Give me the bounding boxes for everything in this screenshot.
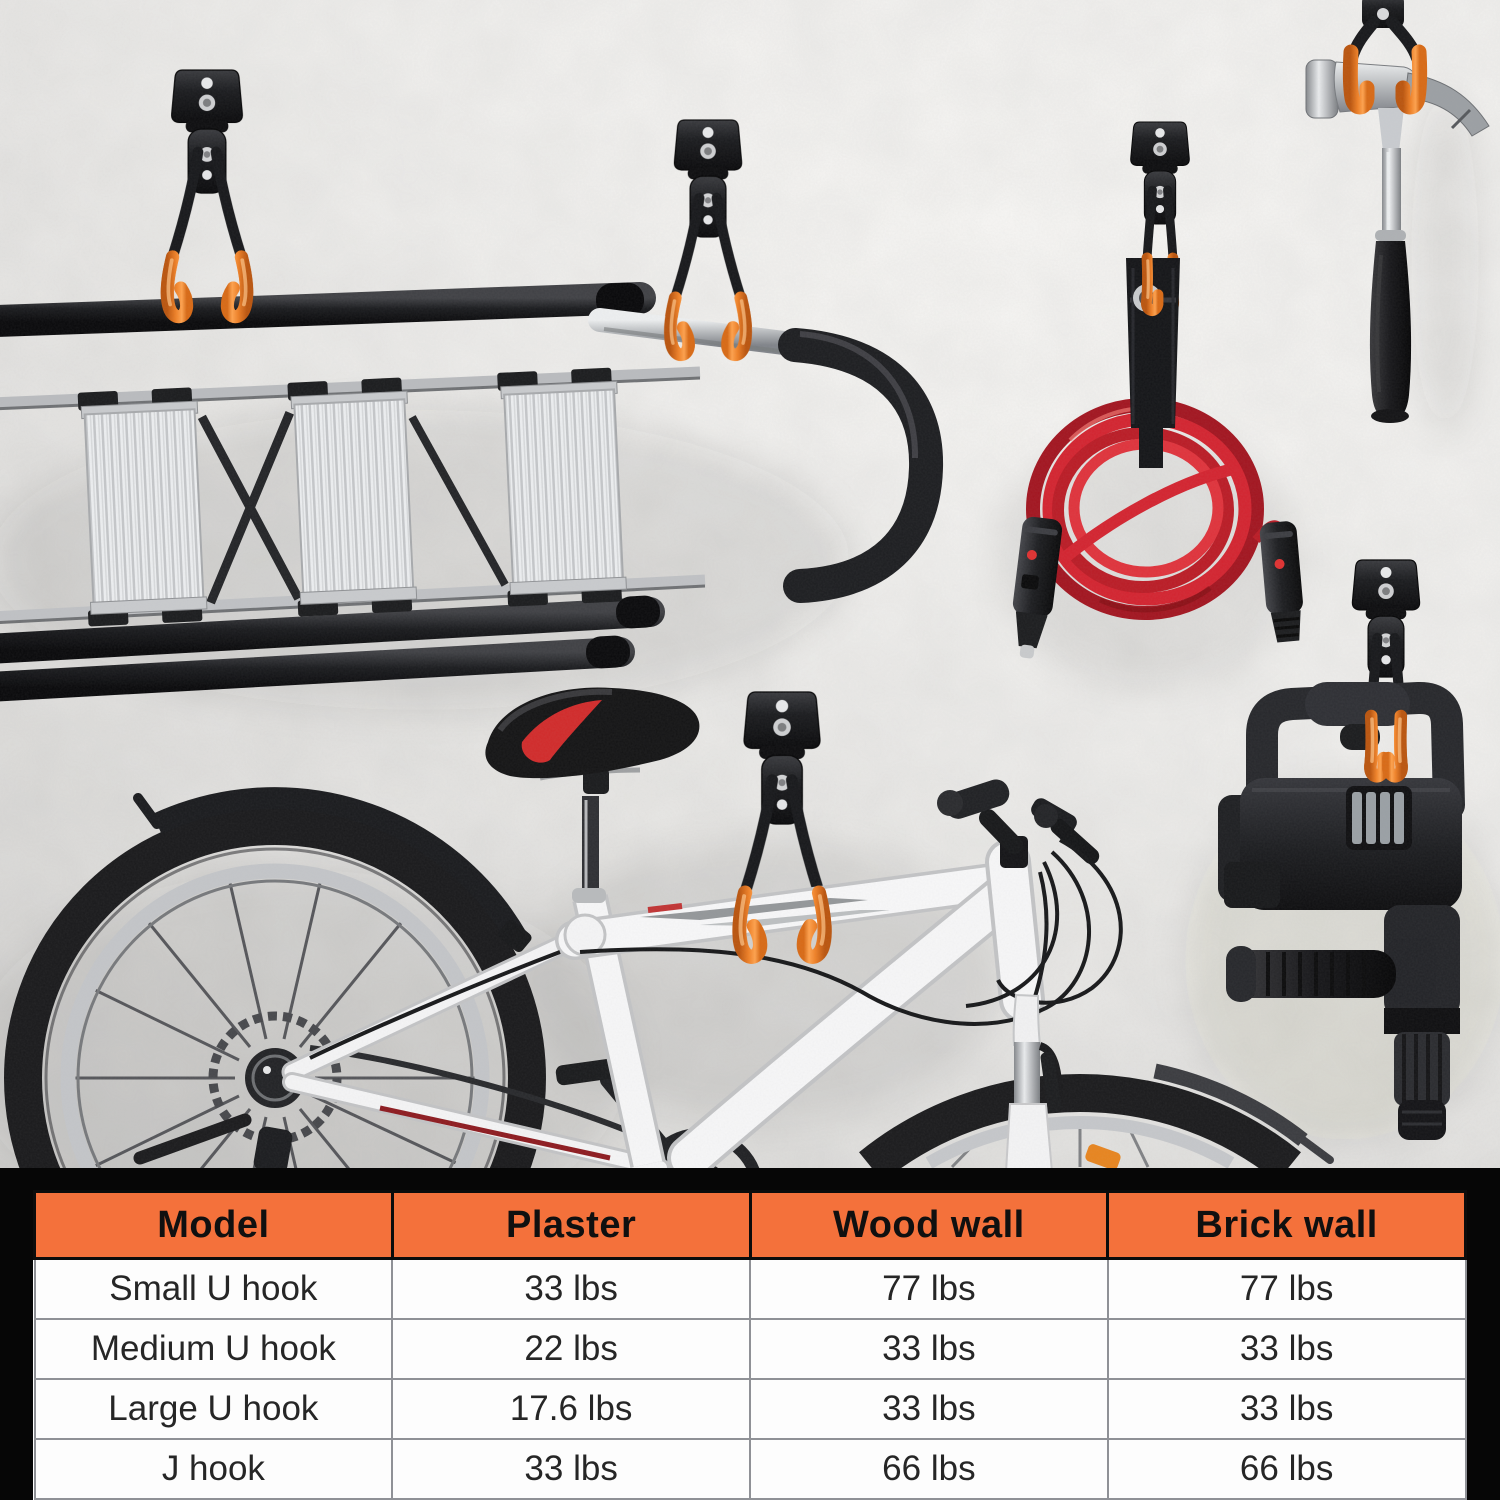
table-header-row (35, 1192, 1466, 1259)
table-band (0, 1168, 1500, 1500)
cell-plaster: 22 lbs (392, 1319, 750, 1379)
cell-model: J hook (35, 1439, 393, 1499)
cell-brick: 33 lbs (1108, 1319, 1466, 1379)
cell-brick: 33 lbs (1108, 1379, 1466, 1439)
cell-wood: 77 lbs (750, 1259, 1108, 1320)
cell-wood: 66 lbs (750, 1439, 1108, 1499)
col-header-brick-wall: Brick wall (1108, 1192, 1466, 1259)
cell-brick: 66 lbs (1108, 1439, 1466, 1499)
cell-wood: 33 lbs (750, 1319, 1108, 1379)
table-row (35, 1379, 1466, 1439)
col-header-plaster: Plaster (392, 1192, 750, 1259)
cell-model: Large U hook (35, 1379, 393, 1439)
col-header-model: Model (35, 1192, 393, 1259)
table-row (35, 1259, 1466, 1320)
cell-model: Small U hook (35, 1259, 393, 1320)
table-row (35, 1319, 1466, 1379)
load-capacity-table (33, 1190, 1467, 1500)
table-row (35, 1439, 1466, 1499)
cell-model: Medium U hook (35, 1319, 393, 1379)
cell-plaster: 33 lbs (392, 1259, 750, 1320)
cell-plaster: 17.6 lbs (392, 1379, 750, 1439)
col-header-wood-wall: Wood wall (750, 1192, 1108, 1259)
cell-brick: 77 lbs (1108, 1259, 1466, 1320)
cell-wood: 33 lbs (750, 1379, 1108, 1439)
cell-plaster: 33 lbs (392, 1439, 750, 1499)
